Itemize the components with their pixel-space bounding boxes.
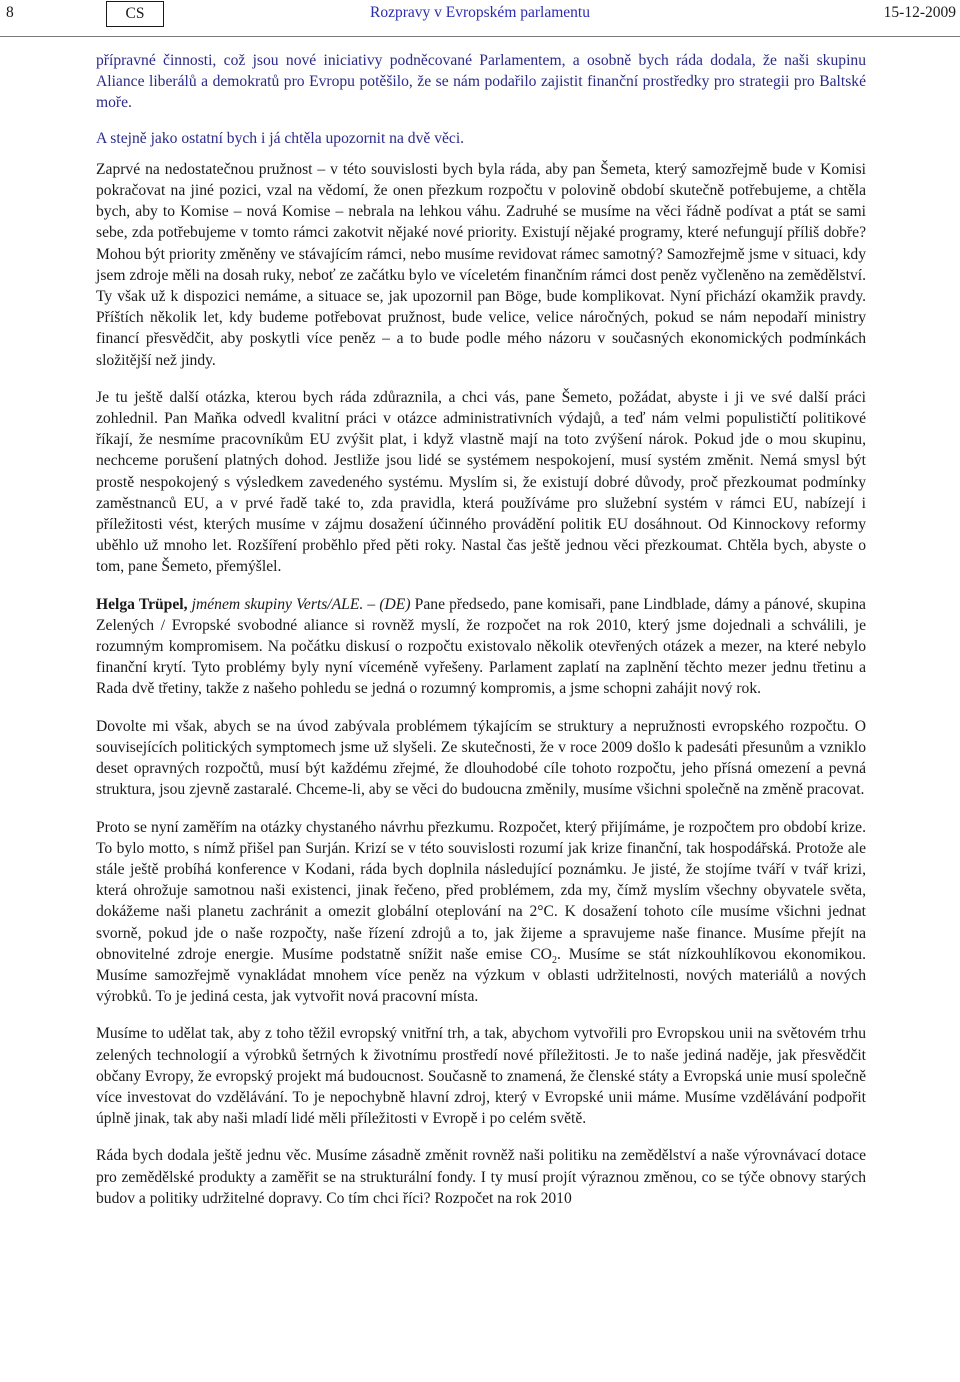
- publication-title: Rozpravy v Evropském parlamentu: [370, 4, 590, 21]
- paragraph: Ráda bych dodala ještě jednu věc. Musíme zásadně změnit rovněž naši politiku na zemědělství a naše výrovnávací dotace pro zemědělské produkty a zaměřit se na strukturální fondy. I ty musí projít výraznou změnou, co se týče obnovy starých budov a politiky udržitelné dopravy. Co tím chci říci? Rozpočet na rok 2010: [96, 1147, 866, 1207]
- paragraph-text: Proto se nyní zaměřím na otázky chystaného návrhu přezkumu. Rozpočet, který přijímáme, je rozpočtem pro období krize. To bylo motto, s nímž přišel pan Surján. Krizí se v této souvislosti rozumí jak krize finanční, tak hospodářská. Protože ale stále ještě probíhá konference v Kodani, ráda bych doplnila následující poznámku. Je jisté, že stojíme tváří v tvář krizi, která ohrožuje samotnou naši existenci, jinak řečeno, před problémem, zda my, čímž myslím všechny obyvatele světa, dokážeme naši planetu zachránit a omezit globální oteplování na 2°C. K dosažení tohoto cíle musíme všichni jednat svorně, pokud jde o naše rozpočty, naše řízení zdrojů a to, jak žijeme a spravujeme naše finance. Musíme přejít na obnovitelné zdroje energie. Musíme podstatně snížit naše emise CO: [96, 818, 866, 963]
- paragraph: Musíme to udělat tak, aby z toho těžil evropský vnitřní trh, a tak, abychom vytvořili pro Evropskou unii na světovém trhu zelených technologií a výrobků šetrných k životnímu prostředí nové příležitosti. Je to naše jediná naděje, jak přesvědčit občany Evropy, že evropský projekt má budoucnost. Současně to znamená, že členské státy a Evropská unie musí společně více investovat do vzdělávání. To je nepochybně hlavní zdroj, který v Evropské unii máme. Musíme vzdělávání podpořit úplně jinak, tak aby naši mladí lidé měli příležitosti v Evropě i po celém světě.: [96, 1025, 866, 1128]
- speaker-paragraph: [96, 594, 866, 700]
- paragraph: A stejně jako ostatní bych i já chtěla upozornit na dvě věci.: [96, 129, 465, 147]
- speech-text: Pane předsedo, pane komisaři, pane Lindblade, dámy a pánové, skupina Zelených / Evropské svobodné aliance si rovněž myslí, že rozpočet na rok 2010, který jsme dojednali a schválili, je rozumným kompromisem. Na počátku diskusí o rozpočtu existovalo několik otevřených otázek a mezer, na které nebylo finanční krytí. Tyto problémy byly nyní víceméně vyřešeny. Parlament zaplatí na zaplnění těchto mezer jednu třetinu a Rada dvě třetiny, takže z našeho pohledu se jedná o rozumný kompromis, a jsme schopni zahájit nový rok.: [96, 595, 866, 698]
- page-number: 8: [6, 4, 14, 21]
- speaker-name: Helga Trüpel,: [96, 595, 188, 613]
- page-header: [0, 0, 960, 37]
- session-date: 15-12-2009: [883, 4, 956, 21]
- document-body: [96, 50, 866, 1225]
- subscript: 2: [551, 954, 557, 966]
- speaker-affiliation: jménem skupiny Verts/ALE. – (DE): [191, 595, 411, 613]
- paragraph: [96, 817, 866, 1008]
- paragraph: Je tu ještě další otázka, kterou bych ráda zdůraznila, a chci vás, pane Šemeto, požádat, abyste i ji ve své další práci zohlednil. Pan Maňka odvedl kvalitní práci v otázce administrativních výdajů, a teď nám velmi populističtí politikové říkají, že nesmíme pracovníkům EU zvýšit plat, i když vlastně mají na toto zvýšení nárok. Pokud jde o mou skupinu, nechceme porušení platných dohod. Jestliže jsou lidé se systémem nespokojení, musí systém změnit. Nemá smysl být prostě nespokojený s výsledkem zavedeného systému. Myslím si, že existují dobré důvody, proč přezkoumat podmínky zaměstnanců EU, a v prvé řadě také to, zda pravidla, která používáme pro služební systém v rámci EU, nabízejí i příležitosti vést, kterých musíme v zájmu dosažení účinného provádění politik EU dosáhnout. Od Kinnockovy reformy uběhlo už mnoho let. Rozšíření proběhlo před pěti roky. Nastal čas ještě jednou věci přezkoumat. Chtěla bych, abyste o tom, pane Šemeto, přemýšlel.: [96, 388, 866, 576]
- paragraph-text: . Musíme se stát nízkouhlíkovou ekonomikou. Musíme samozřejmě vynakládat mnohem více peněz na výzkum v oblasti udržitelnosti, nových materiálů a nových výrobků. To je jediná cesta, jak vytvořit nová pracovní místa.: [96, 945, 866, 1006]
- paragraph: Zaprvé na nedostatečnou pružnost – v této souvislosti bych byla ráda, aby pan Šemeta, který samozřejmě bude v Komisi pokračovat na jiné pozici, vzal na vědomí, že onen přezkum rozpočtu v polovině období skutečně potřebujeme, a chtěla bych, aby to Komise – nová Komise – nebrala na lehkou váhu. Zadruhé se musíme na věci řádně podívat a ptát se sami sebe, zda potřebujeme v tomto rámci zakotvit nějaké nové priority. Existují nějaké programy, které nefungují příliš dobře? Mohou být priority změněny ve stávajícím rámci, nebo musíme revidovat rámec samotný? Samozřejmě jsme v situaci, kdy jsem zdroje měli na dosah ruky, neboť ze začátku bylo ve víceletém finančním rámci dost peněz vyčleněno na zemědělství. Ty však už k dispozici nemáme, a situace se, jak upozornil pan Böge, bude komplikovat. Nyní přichází okamžik pravdy. Příštích několik let, kdy budeme potřebovat pružnost, bude velice, velice náročných, pokud se nám nepodaří ministry financí přesvědčit, aby poskytli více peněz – a to bude podle mého názoru v současných ekonomických podmínkách složitější než jindy.: [96, 160, 866, 369]
- paragraph: přípravné činnosti, což jsou nové iniciativy podněcované Parlamentem, a osobně bych ráda dodala, že naši skupinu Aliance liberálů a demokratů pro Evropu potěšilo, že se nám podařilo zajistit finanční prostředky pro strategii pro Baltské moře.: [96, 52, 866, 112]
- language-code-box: CS: [106, 1, 164, 27]
- paragraph: Dovolte mi však, abych se na úvod zabývala problémem týkajícím se struktury a nepružnosti evropského rozpočtu. O souvisejících politických symptomech jsme už slyšeli. Ze skutečnosti, že v roce 2009 došlo k padesáti přesunům a vzniklo deset opravných rozpočtů, musí být každému zřejmé, že dlouhodobé cíle tohoto rozpočtu, jeho přísná omezení a pevná struktura, jsou zjevně zastaralé. Chceme-li, aby se věci do budoucna změnily, musíme všichni společně na změně pracovat.: [96, 717, 866, 799]
